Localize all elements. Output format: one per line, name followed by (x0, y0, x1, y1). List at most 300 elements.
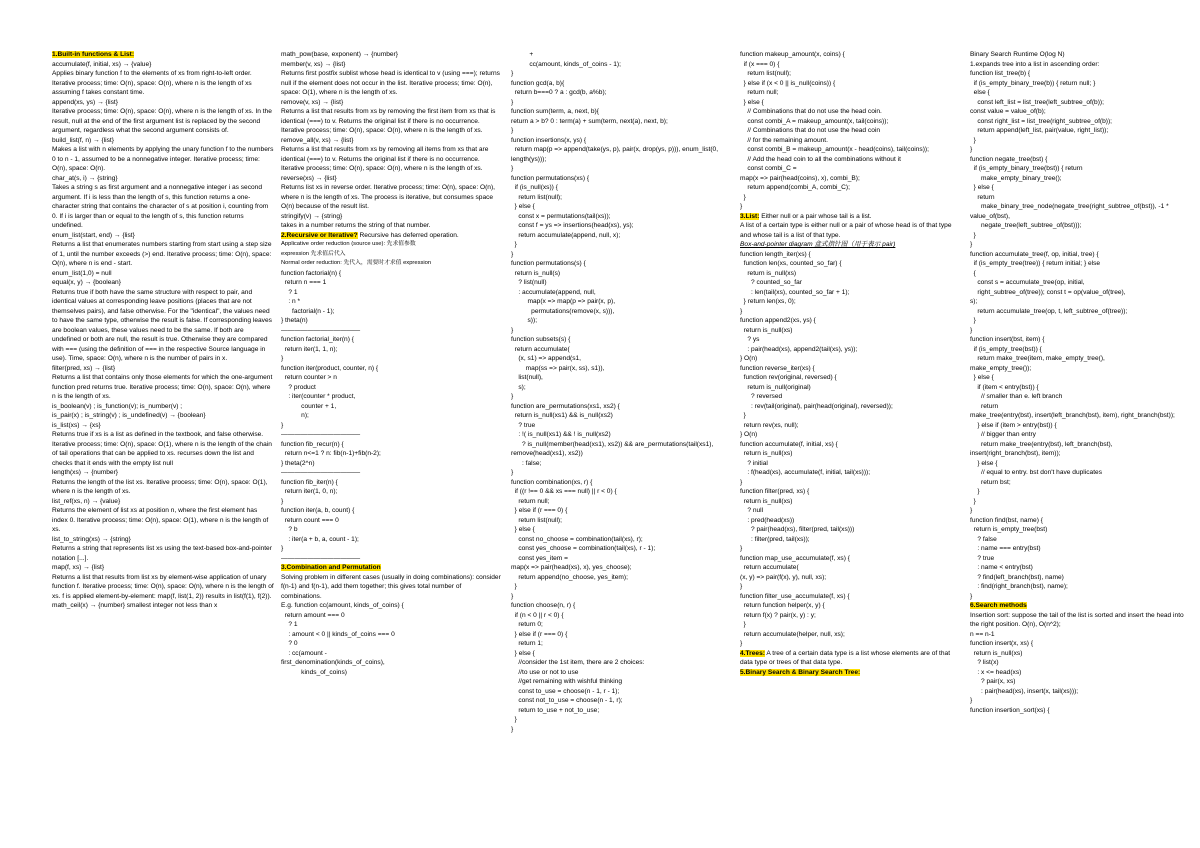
text-line (970, 174, 1192, 184)
text-line (52, 373, 274, 402)
text-line (970, 459, 1192, 469)
line-text: if (x === 0) { (740, 60, 780, 68)
line-text: counter + 1, (281, 402, 337, 410)
line-text: Returns the length of the list xs. Iterative process; time: O(n), space: O(1), where n is the length of xs. (52, 478, 270, 495)
text-line (511, 411, 733, 421)
line-text: return (970, 402, 999, 410)
line-text: function len(xs, counted_so_far) { (740, 260, 842, 267)
line-text: // smaller than e. left branch (970, 393, 1063, 400)
text-line (970, 155, 1192, 165)
line-text: ? list(null) (511, 279, 547, 286)
line-text: list_ref(xs, n) → {value} (52, 497, 121, 505)
text-line (281, 335, 503, 345)
line-text: } else { (511, 526, 535, 533)
line-text: return list(null); (511, 516, 562, 524)
text-line (511, 250, 733, 260)
text-line (281, 620, 503, 630)
line-text: return null; (511, 497, 550, 505)
text-line (740, 193, 962, 203)
text-line (740, 430, 962, 440)
text-line (511, 620, 733, 630)
line-text: return (970, 193, 995, 201)
text-line (970, 240, 1192, 250)
line-text: s)); (511, 317, 538, 324)
text-line (511, 145, 733, 164)
line-text: map(f, xs) → {list} (52, 564, 105, 571)
line-text: const no_choose = combination(tail(xs), r); (511, 535, 643, 543)
line-text: : amount < 0 || kinds_of_coins === 0 (281, 630, 395, 638)
text-line (52, 288, 274, 364)
text-line (511, 240, 733, 250)
text-line (511, 297, 733, 307)
line-text: } (281, 545, 284, 552)
line-text: Returns a list that contains only those elements for which the one-argument function pred returns true. Iterative process; time: O(n), space: O(n), where n is the length of xs. (52, 374, 275, 400)
line-text: ? 1 (281, 288, 298, 296)
line-text: permutations(remove(x, s))), (511, 307, 615, 315)
text-line (970, 145, 1192, 155)
text-line (970, 383, 1192, 393)
line-text: make_tree(entry(bst), insert(left_branch(bst), item), right_branch(bst)); (970, 412, 1175, 419)
text-line (740, 345, 962, 355)
text-line (970, 88, 1192, 98)
line-text: Returns the element of list xs at position n, where the first element has index 0. Iterative process; time: O(n), space: O(1), where n is the length of xs. (52, 507, 271, 533)
text-line (281, 288, 503, 298)
line-text: { (970, 269, 976, 277)
line-text: + (511, 51, 534, 58)
line-text: return b===0 ? a : gcd(b, a%b); (511, 89, 607, 96)
line-text: ? find(left_branch(bst), name) (970, 573, 1064, 581)
text-line (740, 354, 962, 364)
line-text: return 0; (511, 621, 543, 628)
text-line (970, 630, 1192, 640)
line-text: return is_empty_tree(bst) (970, 526, 1048, 533)
line-text: const combi_C = (740, 165, 797, 172)
line-text: function are_permutations(xs1, xs2) { (511, 402, 620, 410)
line-text: : pair(head(xs), insert(x, tail(xs))); (970, 687, 1079, 695)
text-line (740, 535, 962, 545)
text-line (281, 373, 503, 383)
text-line (970, 50, 1192, 60)
text-line (970, 164, 1192, 174)
text-line (740, 487, 962, 497)
line-text: function subsets(s) { (511, 336, 571, 343)
line-text: member(v, xs) → {list} (281, 60, 346, 68)
line-text: if (item < entry(bst)) { (970, 383, 1039, 391)
text-line (970, 411, 1192, 421)
text-line (281, 468, 503, 478)
text-line (52, 497, 274, 507)
text-line (740, 259, 962, 269)
text-line (970, 316, 1192, 326)
line-text: return n<=1 ? n: fib(n-1)+fib(n-2); (281, 450, 381, 457)
line-text: function accumulate_tree(f, op, initial, tree) { (970, 250, 1099, 258)
text-line (511, 573, 733, 583)
text-line (511, 231, 733, 241)
line-text: return iter(1, 1, n); (281, 345, 338, 353)
text-line (511, 563, 733, 573)
line-text: right_subtree_of(tree)); const t = op(value_of(tree), (970, 288, 1126, 296)
text-line (511, 544, 733, 554)
text-line (511, 126, 733, 136)
text-line (970, 98, 1192, 108)
text-line (281, 145, 503, 174)
text-line (740, 449, 962, 459)
text-line (740, 288, 962, 298)
text-line (281, 649, 503, 659)
line-text: const value = value_of(b); (970, 108, 1046, 115)
text-line (970, 563, 1192, 573)
line-text: function insertions(x, ys) { (511, 136, 587, 144)
text-line (970, 278, 1192, 288)
line-text: } (281, 355, 284, 362)
line-text: ? pair(head(xs), filter(pred, tail(xs))) (740, 526, 855, 533)
line-text: } (511, 716, 517, 723)
line-text: if (is_empty_binary_tree(bst)) { return (970, 165, 1083, 172)
text-line (740, 639, 962, 649)
text-line (281, 487, 503, 497)
line-text: function negate_tree(bst) { (970, 155, 1048, 163)
line-text: ? true (511, 421, 536, 429)
text-line (511, 649, 733, 659)
line-text: stringify(v) → {string} (281, 212, 343, 220)
line-text: } (970, 231, 976, 239)
line-text: : filter(pred, tail(xs)); (740, 535, 810, 543)
text-line (970, 183, 1192, 193)
text-line (511, 136, 733, 146)
line-text: cc(amount, kinds_of_coins - 1); (511, 60, 621, 68)
line-text: filter(pred, xs) → {list} (52, 364, 116, 372)
line-text: : pred(head(xs)) (740, 516, 795, 524)
text-line (511, 50, 733, 60)
line-text: make_binary_tree_node(negate_tree(right_subtree_of(bst)), -1 * value_of(bst), (970, 203, 1171, 220)
line-text: ? false (970, 535, 997, 543)
line-text: equal(x, y) → {boolean} (52, 279, 121, 286)
line-text: //to use or not to use (511, 668, 579, 676)
text-line (740, 478, 962, 488)
text-line (281, 240, 503, 250)
text-line (281, 297, 503, 307)
line-text: Normal order reduction: 先代入，需要时才求值 expression (281, 260, 432, 266)
text-line (281, 326, 503, 336)
text-line (281, 658, 503, 668)
line-text: } (511, 98, 514, 106)
line-text: : rev(tail(original), pair(head(original), reversed)); (740, 402, 893, 410)
line-text: function gcd(a, b){ (511, 79, 565, 87)
text-line (740, 392, 962, 402)
text-line (740, 136, 962, 146)
line-text: math_pow(base, exponent) → {number} (281, 51, 398, 58)
text-line (511, 677, 733, 687)
line-text: function accumulate(f, initial, xs) { (740, 440, 838, 448)
text-line (740, 117, 962, 127)
line-text: } (970, 697, 973, 704)
text-line (511, 497, 733, 507)
text-line (52, 240, 274, 269)
line-text: return null; (740, 89, 779, 96)
line-text: (x, y) => pair(f(x), y), null, xs); (740, 573, 827, 581)
line-text: return append(combi_A, combi_C); (740, 184, 850, 191)
line-text: } (740, 193, 746, 201)
line-text: ? counted_so_far (740, 279, 802, 286)
column-4 (740, 50, 962, 840)
line-text: function iter(product, counter, n) { (281, 364, 379, 372)
line-text: map(x => map(p => pair(x, p), (511, 298, 616, 305)
text-line (511, 316, 733, 326)
text-line (740, 145, 962, 155)
line-text: return list(null); (511, 193, 562, 201)
text-line (511, 373, 733, 383)
line-text: ———————————— (281, 431, 361, 438)
line-text: if (is_empty_tree(bst)) { (970, 345, 1042, 353)
text-line (281, 639, 503, 649)
text-line (740, 402, 962, 412)
line-text: map(x => pair(head(xs), x), yes_choose); (511, 564, 632, 571)
section-heading (281, 231, 503, 241)
line-text: map(ss => pair(x, ss), s1)), (511, 364, 605, 372)
line-text: } (740, 621, 746, 628)
line-text: insert(right_branch(bst), item)); (970, 450, 1061, 457)
text-line (970, 250, 1192, 260)
heading-text: 6.Search methods (970, 602, 1027, 609)
text-line (52, 430, 274, 468)
text-line (970, 221, 1192, 231)
text-line (970, 107, 1192, 117)
line-text: //consider the 1st item, there are 2 choices: (511, 659, 645, 666)
line-text: } else { (970, 459, 998, 467)
text-line (511, 183, 733, 193)
line-text: // Combinations that do not use the head coin (740, 127, 881, 134)
line-text: return is_null(s) (511, 269, 561, 277)
text-line (740, 506, 962, 516)
line-text: ? 1 (281, 621, 298, 628)
line-text-rest: A tree of a certain data type is a list whose elements are of that data type or trees of that data type. (740, 649, 952, 666)
line-text: : n * (281, 298, 301, 305)
text-line (281, 278, 503, 288)
text-line (970, 535, 1192, 545)
text-line (970, 440, 1192, 450)
text-line (511, 326, 733, 336)
text-line (970, 582, 1192, 592)
text-line (511, 706, 733, 716)
text-line (281, 183, 503, 212)
text-line (511, 516, 733, 526)
line-text: if (n < 0 || r < 0) { (511, 611, 564, 619)
text-line (740, 79, 962, 89)
text-line (511, 402, 733, 412)
text-line (52, 107, 274, 136)
text-line (281, 392, 503, 402)
text-line (281, 269, 503, 279)
line-text: ? ys (740, 336, 760, 343)
text-line (52, 411, 274, 421)
line-text: return is_null(xs) (740, 450, 793, 457)
text-line (740, 88, 962, 98)
line-text: } (511, 70, 514, 77)
line-text: return is_null(xs) (970, 649, 1023, 657)
text-line (281, 364, 503, 374)
text-line (52, 69, 274, 98)
line-text: } else if (r === 0) { (511, 630, 568, 638)
line-text: // equal to entry. bst don't have duplicates (970, 469, 1102, 476)
line-text: return is_null(xs1) && is_null(xs2) (511, 412, 613, 419)
text-line (970, 687, 1192, 697)
text-line (281, 535, 503, 545)
text-line (740, 60, 962, 70)
line-text: s); (511, 383, 526, 391)
line-text: ? pair(x, xs) (970, 678, 1016, 685)
line-text: } (970, 136, 976, 144)
text-line (52, 231, 274, 241)
text-line (970, 554, 1192, 564)
line-text: return amount === 0 (281, 611, 345, 619)
line-text: is_pair(x) ; is_string(v) ; is_undefined(v) → {boolean} (52, 412, 206, 419)
line-text: } (740, 307, 743, 315)
text-line (970, 639, 1192, 649)
line-text: return bst; (970, 478, 1011, 486)
text-line (511, 601, 733, 611)
line-text: math_ceil(x) → {number} smallest integer not less than x (52, 602, 218, 609)
section-heading (740, 212, 962, 222)
text-line (281, 136, 503, 146)
text-line (970, 392, 1192, 402)
line-text: return 1; (511, 640, 543, 647)
text-line (970, 430, 1192, 440)
text-line (511, 687, 733, 697)
line-text: } else { (970, 374, 994, 381)
text-line (970, 658, 1192, 668)
text-line (970, 269, 1192, 279)
line-text: } (970, 497, 976, 505)
text-line (970, 288, 1192, 298)
line-text: takes in a number returns the string of that number. (281, 222, 431, 229)
line-text: } (511, 469, 514, 476)
line-text: } (281, 497, 284, 505)
line-text: Returns a list that enumerates numbers starting from start using a step size of 1, until the number exceeds (>) end. Iterative process; time: O(n), space: O(n), where n is end - start. (52, 241, 274, 267)
text-line (740, 459, 962, 469)
heading-text: 5.Binary Search & Binary Search Tree: (740, 668, 861, 676)
line-text: function reverse_iter(xs) { (740, 364, 815, 372)
line-text: : accumulate(append, null, (511, 288, 596, 296)
text-line (970, 478, 1192, 488)
line-text: function insert(bst, item) { (970, 336, 1045, 343)
line-text: return function helper(x, y) { (740, 602, 825, 609)
line-text: Returns true if both have the same structure with respect to pair, and identical values at corresponding leave positions (places that are not themselves pairs), and false otherwise. For the "identical", the values need to have the same type, otherwise the result is false. If corresponding leaves are boolean values, these values need to be the same. If both are undefined or both are null, the result is true. Otherwise they are compared with === (using the definition of === in the respective Source language in use). Time, space: O(n), where n is the number of pairs in x. (52, 288, 274, 362)
text-line (52, 544, 274, 563)
text-line (281, 544, 503, 554)
line-text: } (970, 592, 973, 600)
text-line (970, 231, 1192, 241)
line-text: // bigger than entry (970, 431, 1036, 438)
line-text: return rev(xs, null); (740, 421, 799, 429)
text-line (281, 212, 503, 222)
text-line (970, 677, 1192, 687)
text-line (970, 373, 1192, 383)
text-line (740, 563, 962, 573)
text-line (970, 202, 1192, 221)
text-line (740, 297, 962, 307)
line-text: return accumulate(append, null, x); (511, 231, 621, 239)
line-text: } theta(n) (281, 317, 308, 324)
text-line (511, 79, 733, 89)
heading-text: 4.Trees: (740, 649, 765, 657)
line-text: } (281, 421, 284, 429)
line-text: 1.expands tree into a list in ascending order: (970, 60, 1100, 68)
line-text: Returns list xs in reverse order. Iterative process; time: O(n), space: O(n), where n is the length of xs. The process is iterative, but consumes space O(n) because of the result list. (281, 184, 497, 210)
line-text: // for the remaining amount. (740, 136, 828, 144)
text-line (740, 440, 962, 450)
line-text: : name < entry(bst) (970, 564, 1033, 571)
text-line (970, 69, 1192, 79)
line-text: } else { (511, 649, 535, 657)
text-line (281, 259, 503, 269)
line-text: ———————————— (281, 469, 361, 476)
line-text: return accumulate_tree(op, t, left_subtree_of(tree)); (970, 307, 1128, 315)
text-line (281, 668, 503, 678)
text-line (52, 174, 274, 184)
text-line (281, 459, 503, 469)
line-text: } (970, 326, 973, 334)
text-line (281, 69, 503, 98)
line-text: const x = permutations(tail(xs)); (511, 212, 611, 220)
text-line (511, 639, 733, 649)
line-text: function combination(xs, r) { (511, 478, 593, 486)
text-line (281, 516, 503, 526)
line-text: n); (281, 412, 309, 419)
text-line (511, 174, 733, 184)
line-text: is_list(xs) → {xs} (52, 421, 101, 429)
line-text: return append(no_choose, yes_item); (511, 573, 628, 581)
line-text: const combi_B = makeup_amount(x - head(coins), tail(coins)); (740, 146, 929, 153)
text-line (740, 155, 962, 165)
text-line (52, 573, 274, 602)
line-text: return to_use + not_to_use; (511, 706, 600, 714)
line-text: return is_null(xs) (740, 497, 793, 505)
line-text: list(null), (511, 374, 543, 381)
line-text: // Combinations that do not use the head coin. (740, 108, 882, 115)
text-line (511, 478, 733, 488)
line-text: } (511, 592, 514, 600)
text-line (740, 221, 962, 240)
text-line (511, 658, 733, 668)
line-text: return a > b? 0 : term(a) + sum(term, next(a), next, b); (511, 117, 668, 125)
line-text: } (740, 545, 743, 552)
line-text: is_boolean(v) ; is_function(v); is_number(v) ; (52, 402, 183, 410)
text-line (281, 506, 503, 516)
line-text: } (740, 203, 743, 210)
line-text: Returns a list that results from xs by removing all items from xs that are identical (===) to v. Returns the original list if there is no occurrence. Iterative process; time: O(n), space: O(n), where n is the length of xs. (281, 146, 491, 172)
text-line (511, 345, 733, 355)
text-line (740, 250, 962, 260)
line-text: // Add the head coin to all the combinations without it (740, 155, 901, 163)
text-line (511, 611, 733, 621)
line-text: } O(n) (740, 431, 758, 438)
line-text: Box-and-pointer diagram 盒式指针图（用于表示 pair) (740, 241, 896, 248)
line-text: } else { (511, 203, 535, 210)
line-text: ———————————— (281, 554, 361, 562)
text-line (740, 601, 962, 611)
line-text: Returns true if xs is a list as defined in the textbook, and false otherwise. Iterative process; time: O(n), space: O(1), where n is the length of the chain of tail operations that can be applied to xs. recurses down the list and checks that it ends with the empty list null (52, 431, 274, 467)
line-text: } (511, 127, 514, 134)
line-text: function permutations(s) { (511, 260, 586, 267)
text-line (52, 98, 274, 108)
text-line (511, 525, 733, 535)
text-line (970, 668, 1192, 678)
line-text: } (970, 507, 973, 514)
text-line (511, 487, 733, 497)
line-text: function length_iter(xs) { (740, 250, 811, 258)
line-text: } (740, 478, 743, 486)
text-line (970, 259, 1192, 269)
